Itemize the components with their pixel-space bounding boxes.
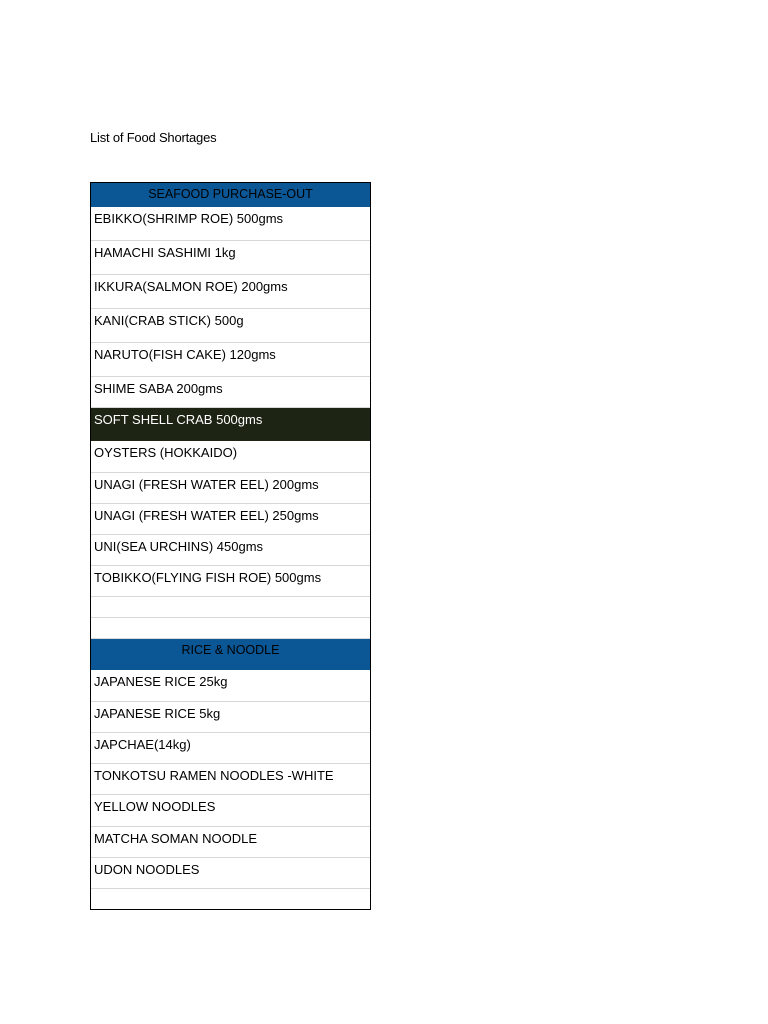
table-row: UNAGI (FRESH WATER EEL) 250gms: [91, 504, 370, 535]
table-row: JAPCHAE(14kg): [91, 733, 370, 764]
shortage-table: [90, 182, 371, 910]
table-row-empty: [91, 597, 370, 618]
table-row: TONKOTSU RAMEN NOODLES -WHITE: [91, 764, 370, 795]
table-row-highlighted: SOFT SHELL CRAB 500gms: [91, 408, 370, 441]
table-row: UDON NOODLES: [91, 858, 370, 889]
table-row: KANI(CRAB STICK) 500g: [91, 309, 370, 343]
table-row: MATCHA SOMAN NOODLE: [91, 827, 370, 858]
page-title: List of Food Shortages: [90, 130, 217, 145]
table-row: JAPANESE RICE 25kg: [91, 670, 370, 702]
table-row: UNAGI (FRESH WATER EEL) 200gms: [91, 473, 370, 504]
table-row-empty: [91, 889, 370, 909]
section-header-rice-noodle: RICE & NOODLE: [91, 639, 370, 670]
section-header-seafood: SEAFOOD PURCHASE-OUT: [91, 183, 370, 207]
table-row: YELLOW NOODLES: [91, 795, 370, 827]
table-row: IKKURA(SALMON ROE) 200gms: [91, 275, 370, 309]
table-row-empty: [91, 618, 370, 639]
table-row: UNI(SEA URCHINS) 450gms: [91, 535, 370, 566]
table-row: TOBIKKO(FLYING FISH ROE) 500gms: [91, 566, 370, 597]
table-row: OYSTERS (HOKKAIDO): [91, 441, 370, 473]
table-row: EBIKKO(SHRIMP ROE) 500gms: [91, 207, 370, 241]
table-row: NARUTO(FISH CAKE) 120gms: [91, 343, 370, 377]
table-row: SHIME SABA 200gms: [91, 377, 370, 408]
table-row: HAMACHI SASHIMI 1kg: [91, 241, 370, 275]
table-row: JAPANESE RICE 5kg: [91, 702, 370, 733]
